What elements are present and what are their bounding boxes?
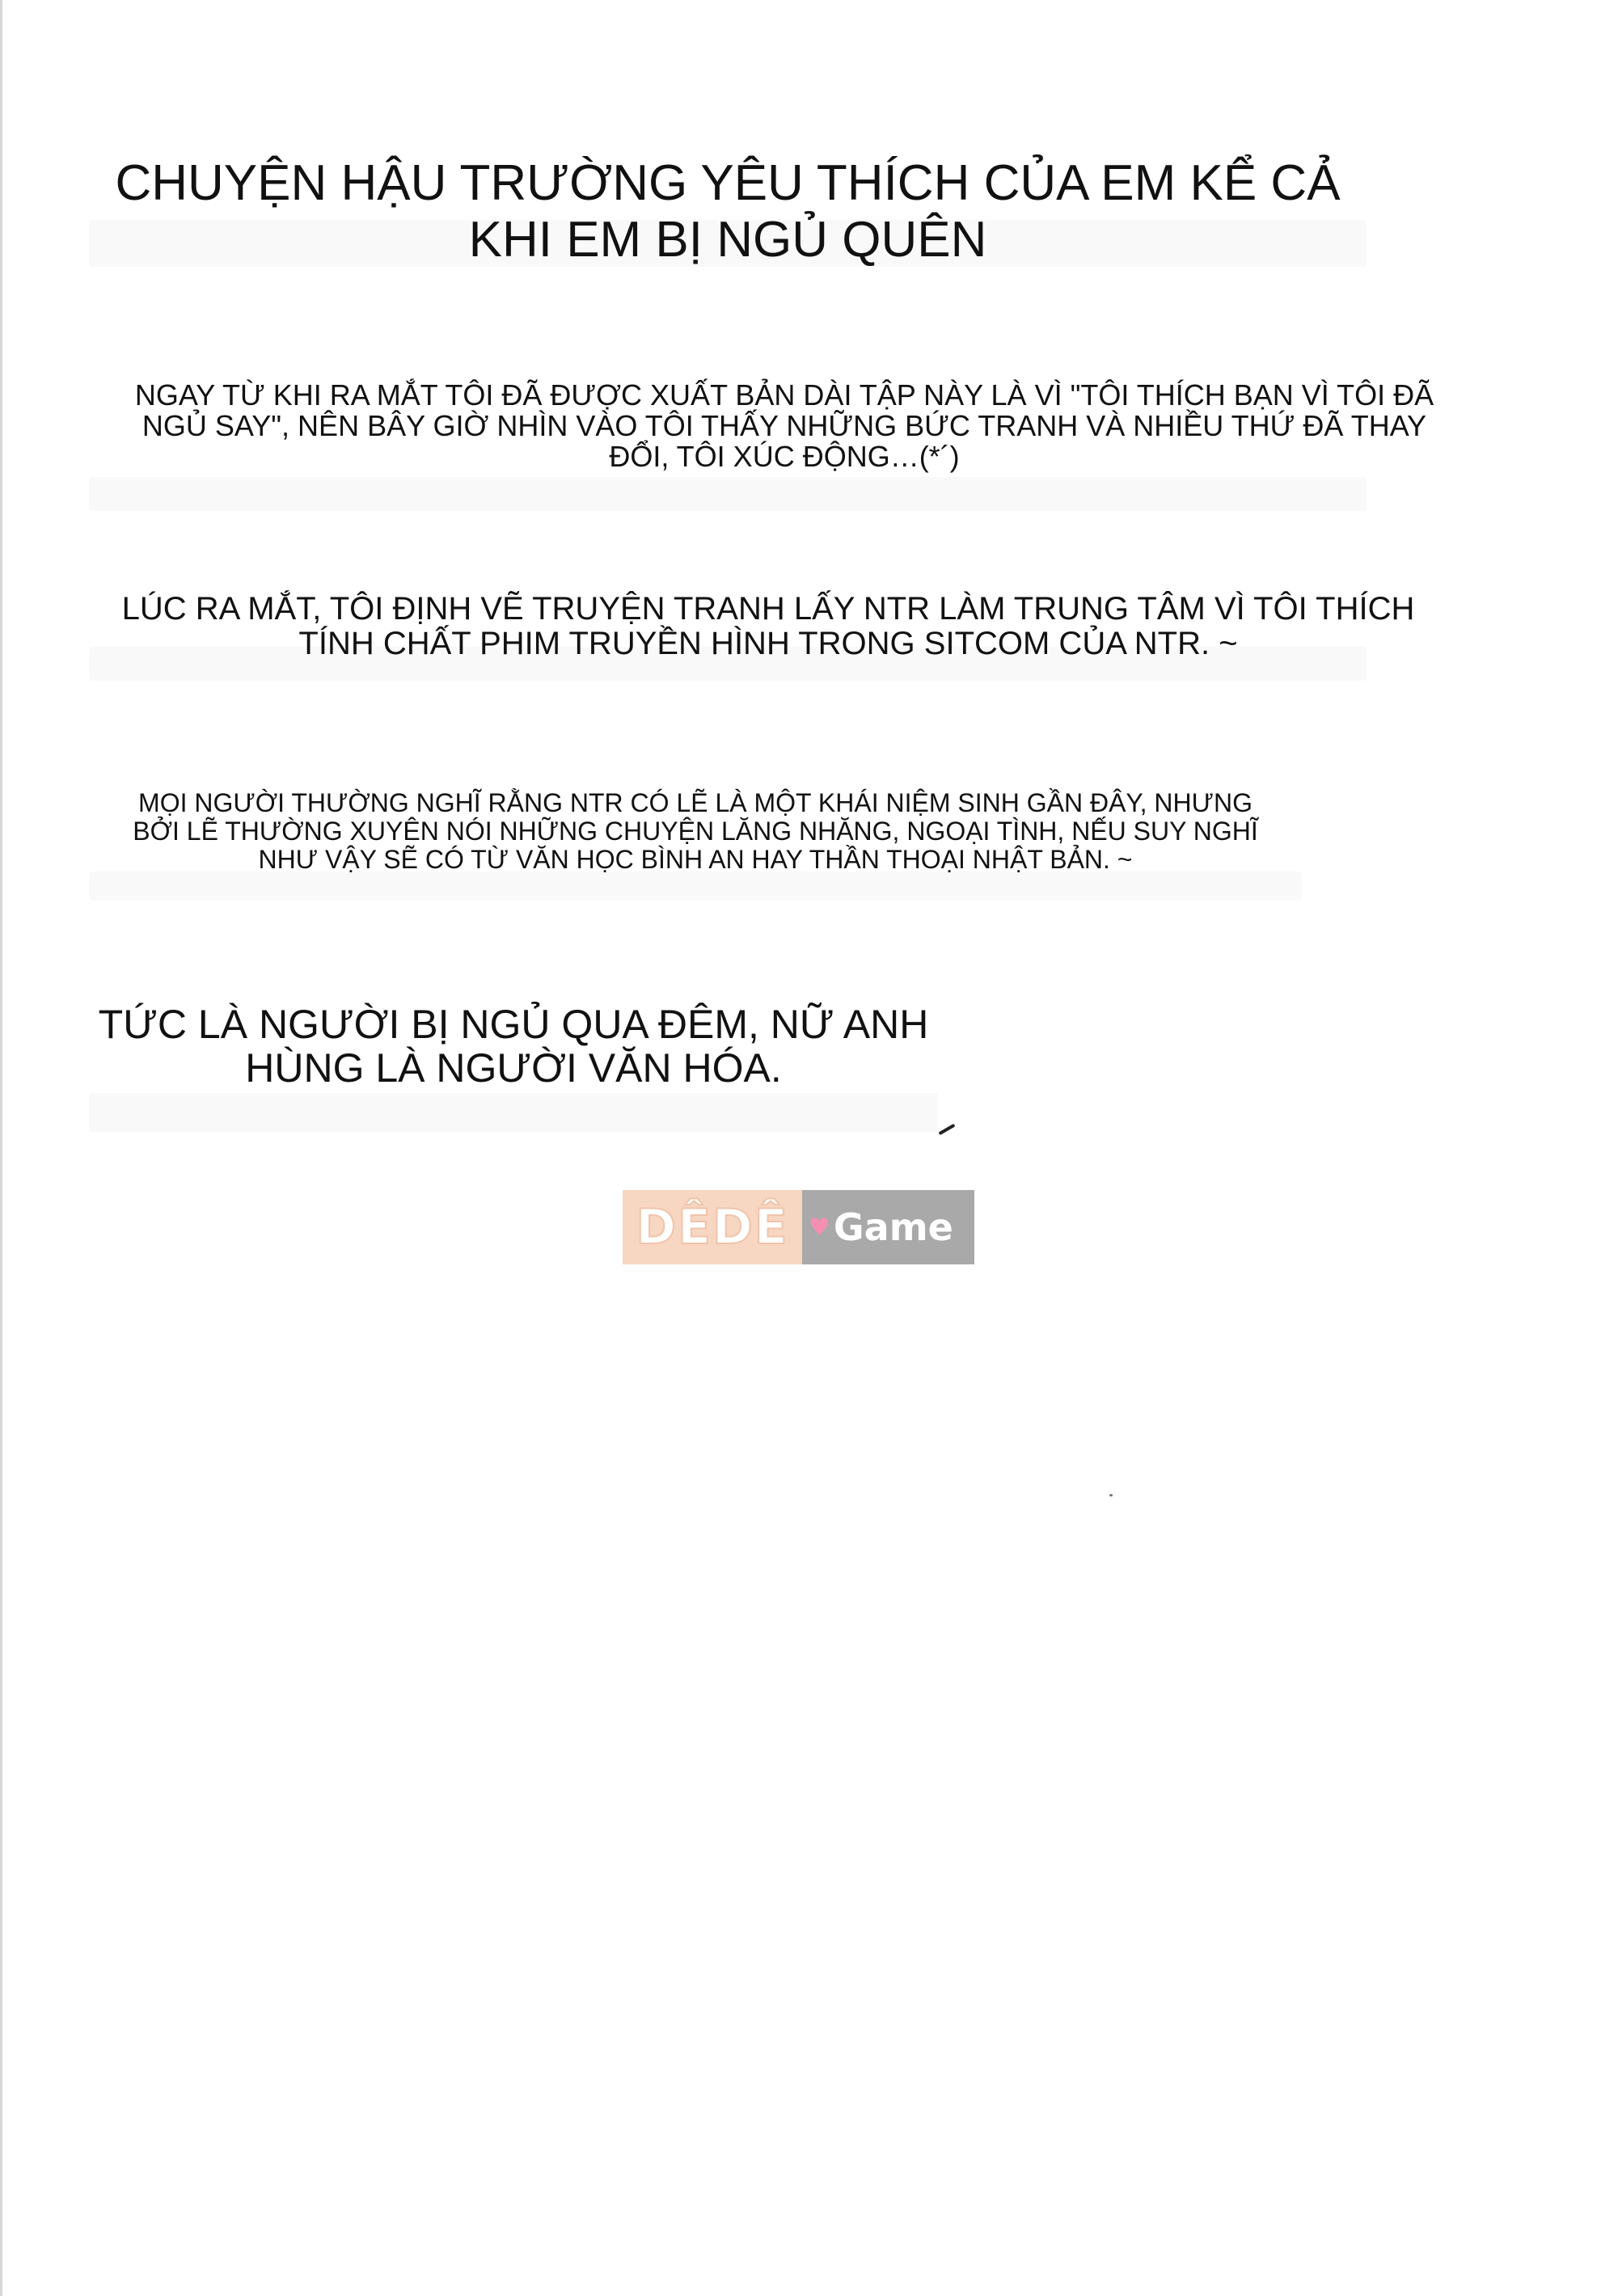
page-title: CHUYỆN HẬU TRƯỜNG YÊU THÍCH CỦA EM KỂ CẢ KHI EM BỊ NGỦ QUÊN (115, 155, 1341, 268)
paragraph-4: TỨC LÀ NGƯỜI BỊ NGỦ QUA ĐÊM, NỮ ANH HÙNG LÀ NGƯỜI VĂN HÓA. (98, 1002, 929, 1091)
scan-smudge (89, 872, 1302, 901)
scan-smudge (89, 1093, 938, 1132)
watermark-left-text: DÊDÊ (636, 1199, 789, 1256)
scan-smudge (89, 477, 1367, 511)
watermark-logo-left (623, 1190, 802, 1264)
pen-mark (938, 1124, 955, 1135)
paragraph-3: MỌI NGƯỜI THƯỜNG NGHĨ RẰNG NTR CÓ LẼ LÀ MỘT KHÁI NIỆM SINH GẦN ĐÂY, NHƯNG BỞI LẼ THƯỜNG XUYÊN NÓI NHỮNG CHUYỆN LĂNG NHĂNG, NGOẠI TÌNH, NẾU SUY NGHĨ NHƯ VẬY SẼ CÓ TỪ VĂN HỌC BÌNH AN HAY THẦN THOẠI NHẬT BẢN. ~ (133, 788, 1258, 874)
scan-dot (1109, 1494, 1113, 1496)
watermark-logo-right (802, 1190, 974, 1264)
watermark-logo (623, 1190, 974, 1264)
paragraph-1: NGAY TỪ KHI RA MẮT TÔI ĐÃ ĐƯỢC XUẤT BẢN DÀI TẬP NÀY LÀ VÌ "TÔI THÍCH BẠN VÌ TÔI ĐÃ NGỦ SAY", NÊN BÂY GIỜ NHÌN VÀO TÔI THẤY NHỮNG BỨC TRANH VÀ NHIỀU THỨ ĐÃ THAY ĐỔI, TÔI XÚC ĐỘNG…(*´) (134, 378, 1434, 473)
page-edge (0, 0, 2, 2296)
heart-icon: ♥ (809, 1213, 830, 1242)
paragraph-2: LÚC RA MẮT, TÔI ĐỊNH VẼ TRUYỆN TRANH LẤY NTR LÀM TRUNG TÂM VÌ TÔI THÍCH TÍNH CHẤT PHIM TRUYỀN HÌNH TRONG SITCOM CỦA NTR. ~ (121, 591, 1415, 661)
watermark-right-text: Game (833, 1205, 953, 1249)
